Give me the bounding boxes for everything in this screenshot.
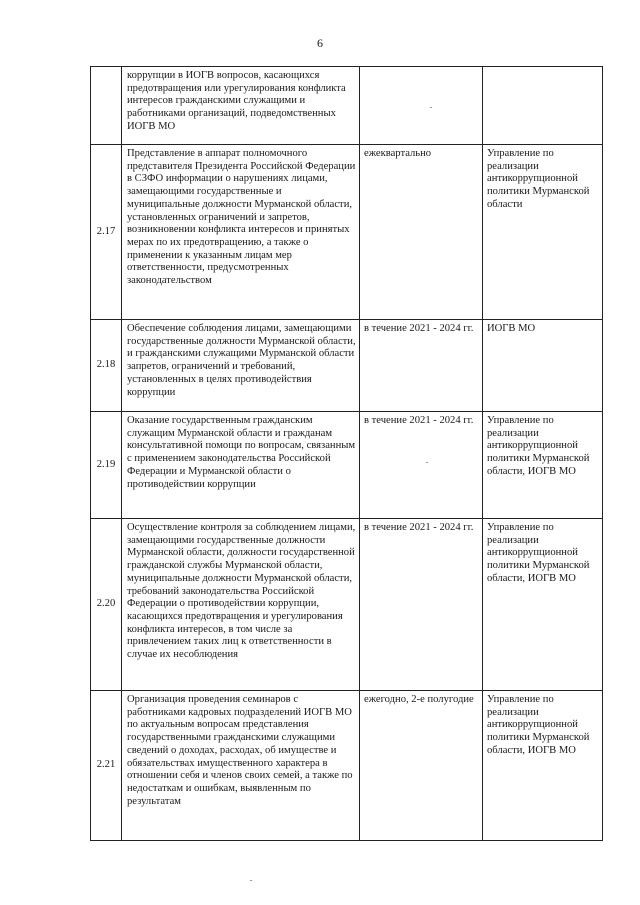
scan-speck <box>250 880 252 881</box>
term-text: ежеквартально <box>360 145 483 320</box>
activity-text: Представление в аппарат полномочного представителя Президента Российской Федерации в СЗФО информации о нарушениях лицами, замещающими государственные и муниципальные должности Мурманской области, установленных ограничений и запретов, возникновении конфликта интересов и принятых мерах по их предотвращению, а также о применении к указанным лицам мер ответственности, предусмотренных законодательством <box>122 145 360 320</box>
row-number <box>91 67 122 145</box>
measures-table <box>90 66 603 841</box>
activity-text: Осуществление контроля за соблюдением лицами, замещающими государственные должности Мурманской области, должности государственной гражданской службы Мурманской области, муниципальные должности Мурманской области, требований законодательства Российской Федерации о противодействии коррупции, касающихся предотвращения и урегулирования конфликта интересов, в том числе за привлечением таких лиц к ответственности в случае их несоблюдения <box>122 519 360 691</box>
row-number: 2.19 <box>91 412 122 519</box>
table-row <box>91 320 603 412</box>
table-row <box>91 519 603 691</box>
term-text <box>360 67 483 145</box>
table-row <box>91 67 603 145</box>
row-number: 2.20 <box>91 519 122 691</box>
scan-speck <box>430 107 432 108</box>
responsible-text: Управление по реализации антикоррупционной политики Мурманской области, ИОГВ МО <box>483 519 603 691</box>
responsible-text <box>483 67 603 145</box>
responsible-text: Управление по реализации антикоррупционной политики Мурманской области <box>483 145 603 320</box>
activity-text: Оказание государственным гражданским служащим Мурманской области и гражданам консультативной помощи по вопросам, связанным с применением законодательства Российской Федерации и Мурманской области о противодействии коррупции <box>122 412 360 519</box>
scan-speck <box>426 462 428 463</box>
term-text: в течение 2021 - 2024 гг. <box>360 320 483 412</box>
term-text: ежегодно, 2-е полугодие <box>360 691 483 841</box>
responsible-text: Управление по реализации антикоррупционной политики Мурманской области, ИОГВ МО <box>483 412 603 519</box>
activity-text: коррупции в ИОГВ вопросов, касающихся предотвращения или урегулирования конфликта интересов гражданскими служащими и работниками организаций, подведомственных ИОГВ МО <box>122 67 360 145</box>
table-row <box>91 145 603 320</box>
table-row <box>91 412 603 519</box>
responsible-text: Управление по реализации антикоррупционной политики Мурманской области, ИОГВ МО <box>483 691 603 841</box>
table-row <box>91 691 603 841</box>
row-number: 2.18 <box>91 320 122 412</box>
row-number: 2.17 <box>91 145 122 320</box>
activity-text: Организация проведения семинаров с работниками кадровых подразделений ИОГВ МО по актуальным вопросам представления государственными гражданскими служащими сведений о доходах, расходах, об имуществе и обязательствах имущественного характера в отношении себя и членов своих семей, а также по недостаткам и ошибкам, выявленным по результатам <box>122 691 360 841</box>
term-text: в течение 2021 - 2024 гг. <box>360 412 483 519</box>
activity-text: Обеспечение соблюдения лицами, замещающими государственные должности Мурманской области, и гражданскими служащими Мурманской области запретов, ограничений и требований, установленных в целях противодействия коррупции <box>122 320 360 412</box>
term-text: в течение 2021 - 2024 гг. <box>360 519 483 691</box>
responsible-text: ИОГВ МО <box>483 320 603 412</box>
page-number: 6 <box>317 36 323 50</box>
row-number: 2.21 <box>91 691 122 841</box>
